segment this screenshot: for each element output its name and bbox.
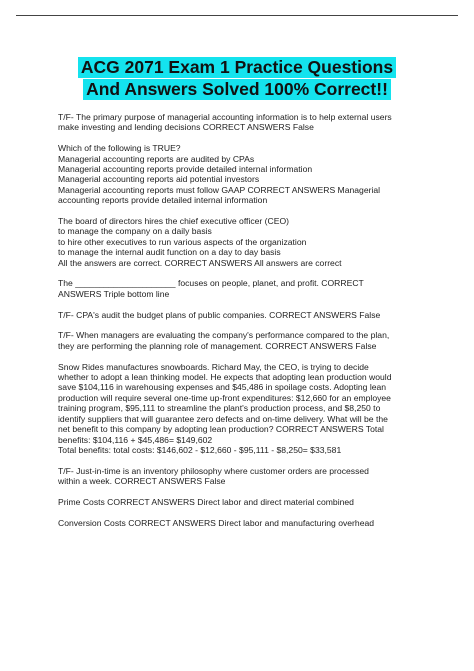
text-line: All the answers are correct. CORRECT ANSWERS All answers are correct <box>58 257 342 268</box>
text-line: to manage the company on a daily basis <box>58 226 212 237</box>
text-line: production will require several one-time up-front expenditures: $12,660 for an employee <box>58 392 391 403</box>
qa-paragraph <box>58 310 432 320</box>
text-line: save $104,116 in warehousing expenses and $45,486 in spoilage costs. Adopting lean <box>58 382 387 393</box>
text-line: within a week. CORRECT ANSWERS False <box>58 476 226 487</box>
document-body <box>58 112 432 528</box>
text-line: to manage the internal audit function on a day to day basis <box>58 247 281 258</box>
text-line: The _____________________ focuses on people, planet, and profit. CORRECT <box>58 278 364 289</box>
text-line: accounting reports provide detailed internal information <box>58 195 268 206</box>
qa-paragraph <box>58 497 432 507</box>
text-line: Which of the following is TRUE? <box>58 143 181 154</box>
text-line: The board of directors hires the chief executive officer (CEO) <box>58 216 290 227</box>
text-line: Total benefits: total costs: $146,602 - $12,660 - $95,111 - $8,250= $33,581 <box>58 444 342 455</box>
text-line: T/F- CPA's audit the budget plans of public companies. CORRECT ANSWERS False <box>58 309 381 320</box>
text-line: Conversion Costs CORRECT ANSWERS Direct labor and manufacturing overhead <box>58 517 375 528</box>
text-line: T/F- The primary purpose of managerial accounting information is to help external users <box>58 112 392 122</box>
qa-paragraph <box>58 362 432 456</box>
qa-paragraph <box>58 143 432 205</box>
qa-paragraph <box>58 466 432 487</box>
text-line: Managerial accounting reports are audited by CPAs <box>58 153 255 164</box>
text-line: T/F- Just-in-time is an inventory philosophy where customer orders are processed <box>58 465 369 476</box>
text-line: Snow Rides manufactures snowboards. Richard May, the CEO, is trying to decide <box>58 361 369 372</box>
qa-paragraph <box>58 216 432 268</box>
text-line: Managerial accounting reports must follow GAAP CORRECT ANSWERS Managerial <box>58 184 381 195</box>
qa-paragraph <box>58 330 432 351</box>
text-line: training program, $95,111 to streamline the plant's production process, and $8,250 to <box>58 403 381 414</box>
text-line: ANSWERS Triple bottom line <box>58 288 170 299</box>
text-line: Prime Costs CORRECT ANSWERS Direct labor and direct material combined <box>58 496 354 507</box>
text-line: Managerial accounting reports aid potential investors <box>58 174 260 185</box>
text-line: T/F- When managers are evaluating the company's performance compared to the plan, <box>58 330 390 341</box>
text-line: to hire other executives to run various aspects of the organization <box>58 236 307 247</box>
title-line: And Answers Solved 100% Correct!! <box>83 79 391 100</box>
title-line: ACG 2071 Exam 1 Practice Questions <box>78 57 396 78</box>
text-line: identify suppliers that will guarantee zero defects and on-time delivery. What will be the <box>58 413 388 424</box>
text-line: Managerial accounting reports provide detailed internal information <box>58 164 313 175</box>
text-line: they are performing the planning role of management. CORRECT ANSWERS False <box>58 340 377 351</box>
text-line: make investing and lending decisions CORRECT ANSWERS False <box>58 122 314 133</box>
text-line: net benefit to this company by adopting lean production? CORRECT ANSWERS Total <box>58 424 384 435</box>
text-line: whether to adopt a lean thinking model. He expects that adopting lean production would <box>58 372 392 383</box>
document-title <box>57 57 417 101</box>
qa-paragraph <box>58 112 432 133</box>
qa-paragraph <box>58 278 432 299</box>
qa-paragraph <box>58 518 432 528</box>
top-divider <box>16 15 458 16</box>
text-line: benefits: $104,116 + $45,486= $149,602 <box>58 434 213 445</box>
